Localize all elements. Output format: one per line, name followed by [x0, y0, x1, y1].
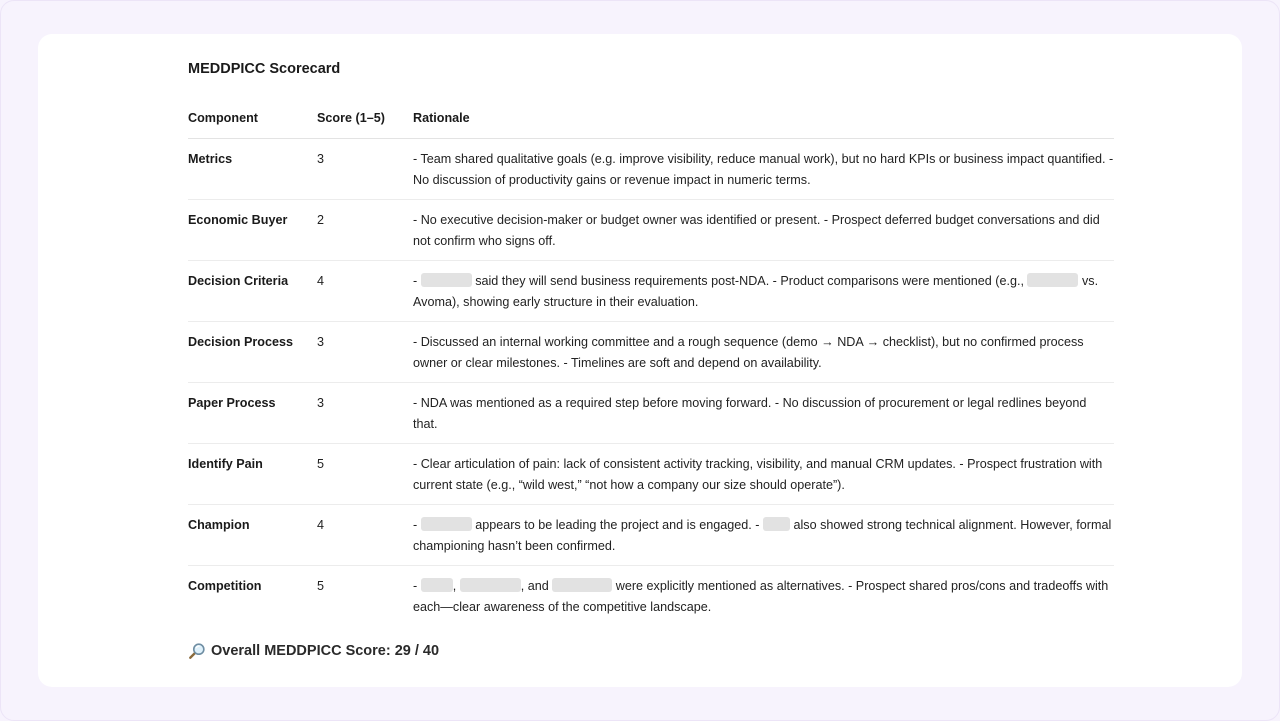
header-component: Component	[188, 108, 317, 139]
rationale-text: vs. Avoma), showing early structure in their evaluation.	[413, 274, 1099, 309]
table-row-champion	[188, 505, 1114, 566]
component-cell: Paper Process	[188, 383, 317, 444]
redacted-name	[421, 517, 472, 531]
rationale-text: -	[413, 274, 421, 288]
component-cell: Competition	[188, 579, 262, 593]
scorecard-content	[188, 60, 1114, 660]
redacted-name	[763, 517, 790, 531]
table-row-economic-buyer	[188, 200, 1114, 261]
header-score: Score (1–5)	[317, 108, 413, 139]
rationale-cell: - NDA was mentioned as a required step before moving forward. - No discussion of procurement or legal redlines beyond that.	[413, 383, 1114, 444]
rationale-cell	[413, 505, 1114, 566]
scorecard-table	[188, 108, 1114, 626]
redacted-name	[1027, 273, 1078, 287]
overall-score	[188, 642, 1114, 660]
rationale-cell	[413, 566, 1114, 627]
table-row-paper-process	[188, 383, 1114, 444]
table-row-identify-pain	[188, 444, 1114, 505]
score-cell: 5	[317, 444, 413, 505]
rationale-text: also showed strong technical alignment. However, formal championing hasn’t been confirmed.	[413, 518, 1112, 553]
component-cell: Economic Buyer	[188, 200, 317, 261]
component-cell: Identify Pain	[188, 444, 317, 505]
rationale-text: said they will send business requirements post-NDA. - Product comparisons were mentioned (e.g.,	[471, 274, 1028, 288]
score-cell: 4	[317, 261, 413, 322]
rationale-cell: - Clear articulation of pain: lack of consistent activity tracking, visibility, and manual CRM updates. - Prospect frustration with current state (e.g., “wild west,” “not how a company our size should operate”).	[413, 444, 1114, 505]
rationale-text: -	[413, 518, 421, 532]
component-cell: Decision Process	[188, 322, 317, 383]
overall-score-label: Overall MEDDPICC Score: 29 / 40	[211, 643, 440, 659]
score-cell: 4	[317, 505, 413, 566]
rationale-cell: - Discussed an internal working committee and a rough sequence (demo → NDA → checklist), but no confirmed process owner or clear milestones. - Timelines are soft and depend on availability.	[413, 322, 1114, 383]
page-title: MEDDPICC Scorecard	[188, 61, 341, 77]
rationale-text: -	[413, 579, 421, 593]
scorecard-card	[38, 34, 1242, 687]
rationale-cell: - No executive decision-maker or budget owner was identified or present. - Prospect deferred budget conversations and did not confirm who signs off.	[413, 200, 1114, 261]
score-cell: 3	[317, 139, 413, 200]
redacted-name	[421, 273, 472, 287]
table-row-metrics	[188, 139, 1114, 200]
table-header-row	[188, 108, 1114, 139]
rationale-text: , and	[520, 579, 553, 593]
redacted-name	[552, 578, 612, 592]
rationale-text: ,	[452, 579, 460, 593]
magnifier-icon	[188, 642, 206, 660]
component-cell: Decision Criteria	[188, 261, 317, 322]
score-cell: 5	[317, 579, 325, 593]
table-row-decision-process	[188, 322, 1114, 383]
score-cell: 2	[317, 200, 413, 261]
rationale-text: were explicitly mentioned as alternatives. - Prospect shared pros/cons and tradeoffs with each—clear awareness of the competitive landscape.	[413, 579, 1109, 614]
component-cell: Metrics	[188, 139, 317, 200]
score-cell: 3	[317, 383, 413, 444]
table-row-decision-criteria	[188, 261, 1114, 322]
table-row-competition	[188, 566, 1114, 627]
rationale-text: appears to be leading the project and is engaged. -	[471, 518, 763, 532]
redacted-name	[460, 578, 521, 592]
redacted-name	[421, 578, 453, 592]
score-cell: 3	[317, 322, 413, 383]
rationale-cell	[413, 261, 1114, 322]
header-rationale: Rationale	[413, 108, 1114, 139]
rationale-cell: - Team shared qualitative goals (e.g. improve visibility, reduce manual work), but no hard KPIs or business impact quantified. - No discussion of productivity gains or revenue impact in numeric terms.	[413, 139, 1114, 200]
component-cell: Champion	[188, 505, 317, 566]
